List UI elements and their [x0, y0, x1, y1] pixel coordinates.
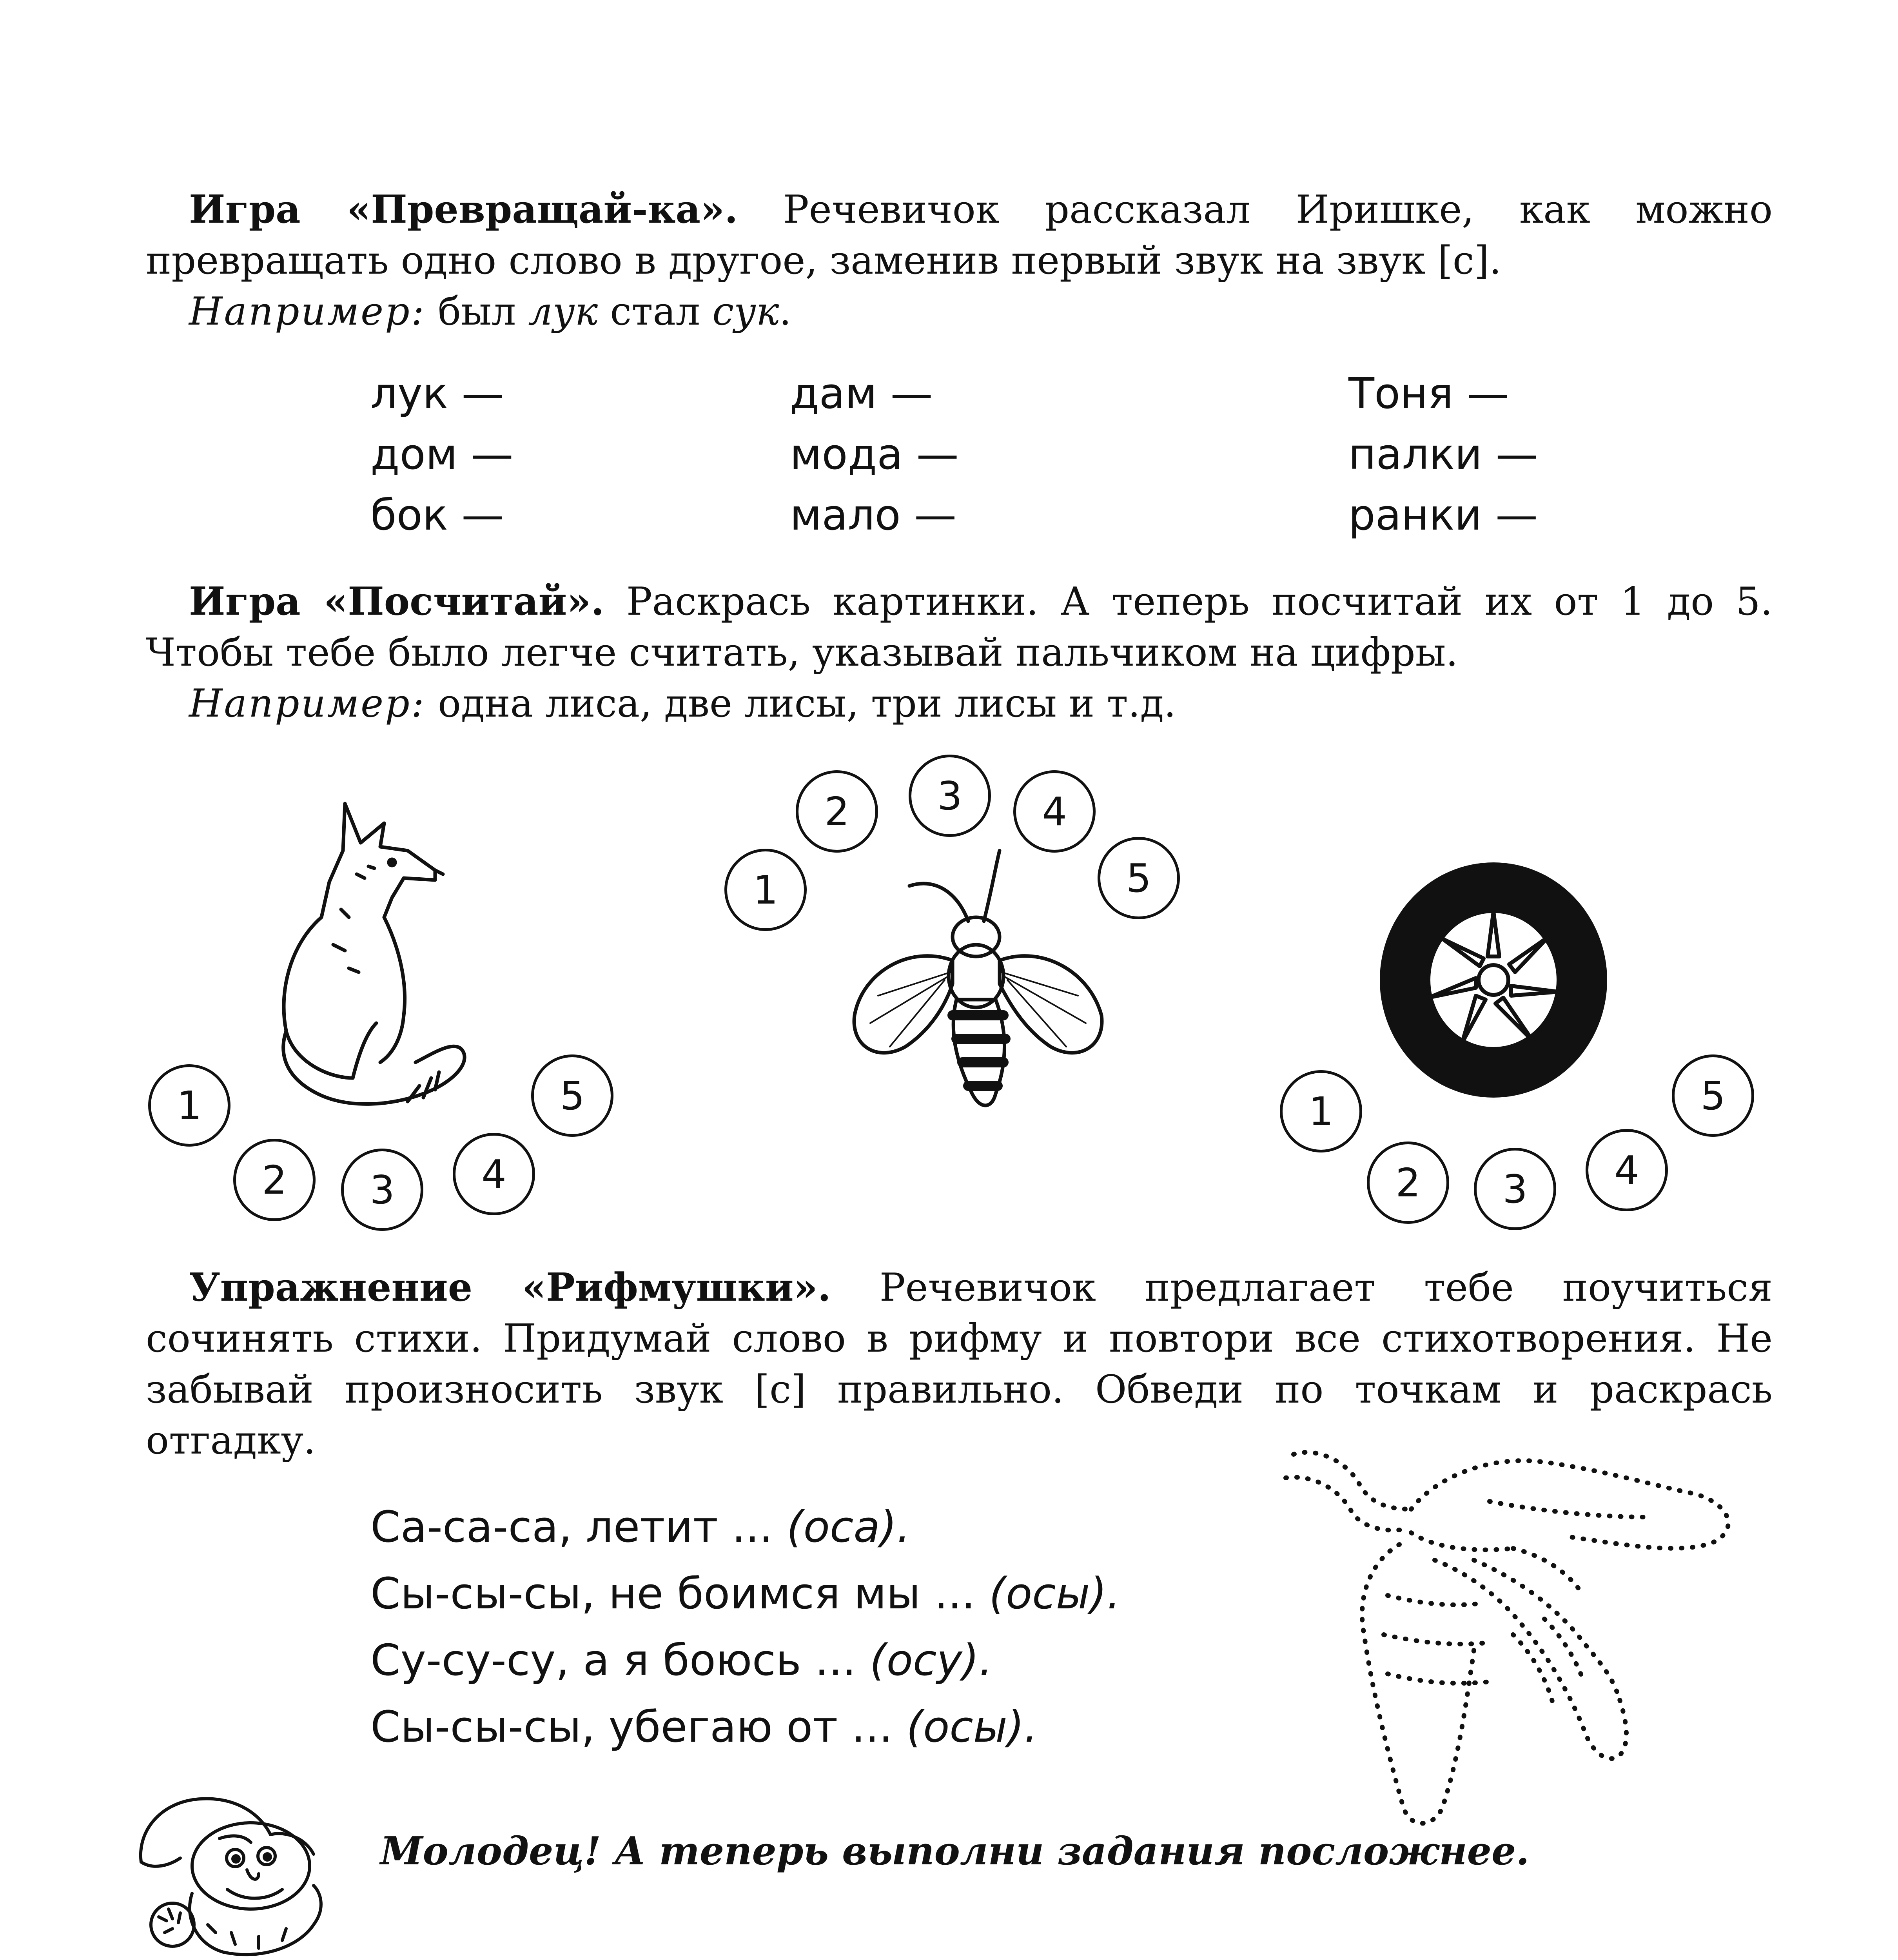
bee-picture: [839, 843, 1121, 1149]
poem-answer: (оса).: [786, 1502, 911, 1552]
game1-example-text: был: [425, 289, 528, 334]
game1-paragraph: [146, 184, 1773, 337]
game2-title: Игра «Посчитай».: [189, 579, 604, 624]
game2-paragraph: [146, 576, 1773, 729]
count-circle: 4: [453, 1133, 535, 1215]
game1-example-text: стал: [598, 289, 713, 334]
count-circle: 4: [1013, 770, 1096, 853]
game1-word: мало —: [790, 491, 957, 540]
exercise1-text: Речевичок предлагает тебе поучиться сочинять стихи. Придумай слово в рифму и повтори все стихотворения. Не забывай произносить звук [с] правильно. Обведи по точкам и раскрась отгадку.: [146, 1265, 1773, 1463]
poem-answer: (осы).: [906, 1702, 1038, 1752]
count-circle: 2: [1367, 1142, 1449, 1224]
count-circle: 3: [909, 755, 991, 837]
poem-line-text: Са-са-са, летит ...: [370, 1502, 787, 1552]
count-circle: 4: [1586, 1129, 1668, 1211]
count-circle: 2: [796, 770, 878, 853]
count-circle: 1: [1280, 1070, 1362, 1152]
count-circle: 5: [1098, 837, 1180, 919]
praise-text: Молодец! А теперь выполни задания посложнее.: [380, 1829, 1530, 1874]
game2-example-text: одна лиса, две лисы, три лисы и т.д.: [425, 681, 1176, 726]
game1-example-label: Например:: [189, 289, 426, 334]
game1-word: палки —: [1348, 430, 1538, 479]
count-circle: 1: [724, 849, 807, 931]
game1-word: ранки —: [1348, 491, 1538, 540]
poem-line: [370, 1560, 1272, 1627]
poem-line: [370, 1494, 1272, 1560]
count-circle: 3: [341, 1149, 423, 1231]
count-circle: 5: [1672, 1054, 1754, 1137]
poem-answer: (осы).: [989, 1568, 1121, 1619]
dotted-wasp-picture: [1270, 1431, 1764, 1842]
game1-example-end: .: [779, 289, 791, 334]
game1-word: лук —: [370, 369, 504, 418]
game1-example-word: сук: [712, 289, 779, 334]
game1-word: мода —: [790, 430, 959, 479]
game1-title: Игра «Превращай-ка».: [189, 187, 738, 232]
game1-word: дам —: [790, 369, 933, 418]
exercise1-title: Упражнение «Рифмушки».: [189, 1265, 831, 1310]
count-circle: 5: [531, 1054, 613, 1137]
poem-line-text: Су-су-су, а я боюсь ...: [370, 1635, 870, 1685]
game1-text: Речевичок рассказал Иришке, как можно превращать одно слово в другое, заменив первый звук на звук [с].: [146, 187, 1773, 283]
poem-line: [370, 1693, 1272, 1760]
fox-picture: [251, 780, 494, 1133]
game1-word: Тоня —: [1348, 369, 1509, 418]
wheel-picture: [1376, 858, 1611, 1102]
poem-answer: (осу).: [869, 1635, 993, 1685]
gnome-illustration: [129, 1776, 349, 1960]
count-circle: 3: [1474, 1148, 1556, 1230]
poem-line-text: Сы-сы-сы, не боимся мы ...: [370, 1568, 989, 1619]
poem: [370, 1494, 1272, 1760]
game1-word: бок —: [370, 491, 504, 540]
game1-example-word: лук: [528, 289, 598, 334]
poem-line-text: Сы-сы-сы, убегаю от ...: [370, 1702, 907, 1752]
game2-example-label: Например:: [189, 681, 426, 726]
count-circle: 1: [148, 1064, 230, 1147]
count-circle: 2: [233, 1139, 316, 1221]
game2-text: Раскрась картинки. А теперь посчитай их от 1 до 5. Чтобы тебе было легче считать, указывай пальчиком на цифры.: [146, 579, 1773, 675]
game1-word: дом —: [370, 430, 514, 479]
poem-line: [370, 1627, 1272, 1693]
